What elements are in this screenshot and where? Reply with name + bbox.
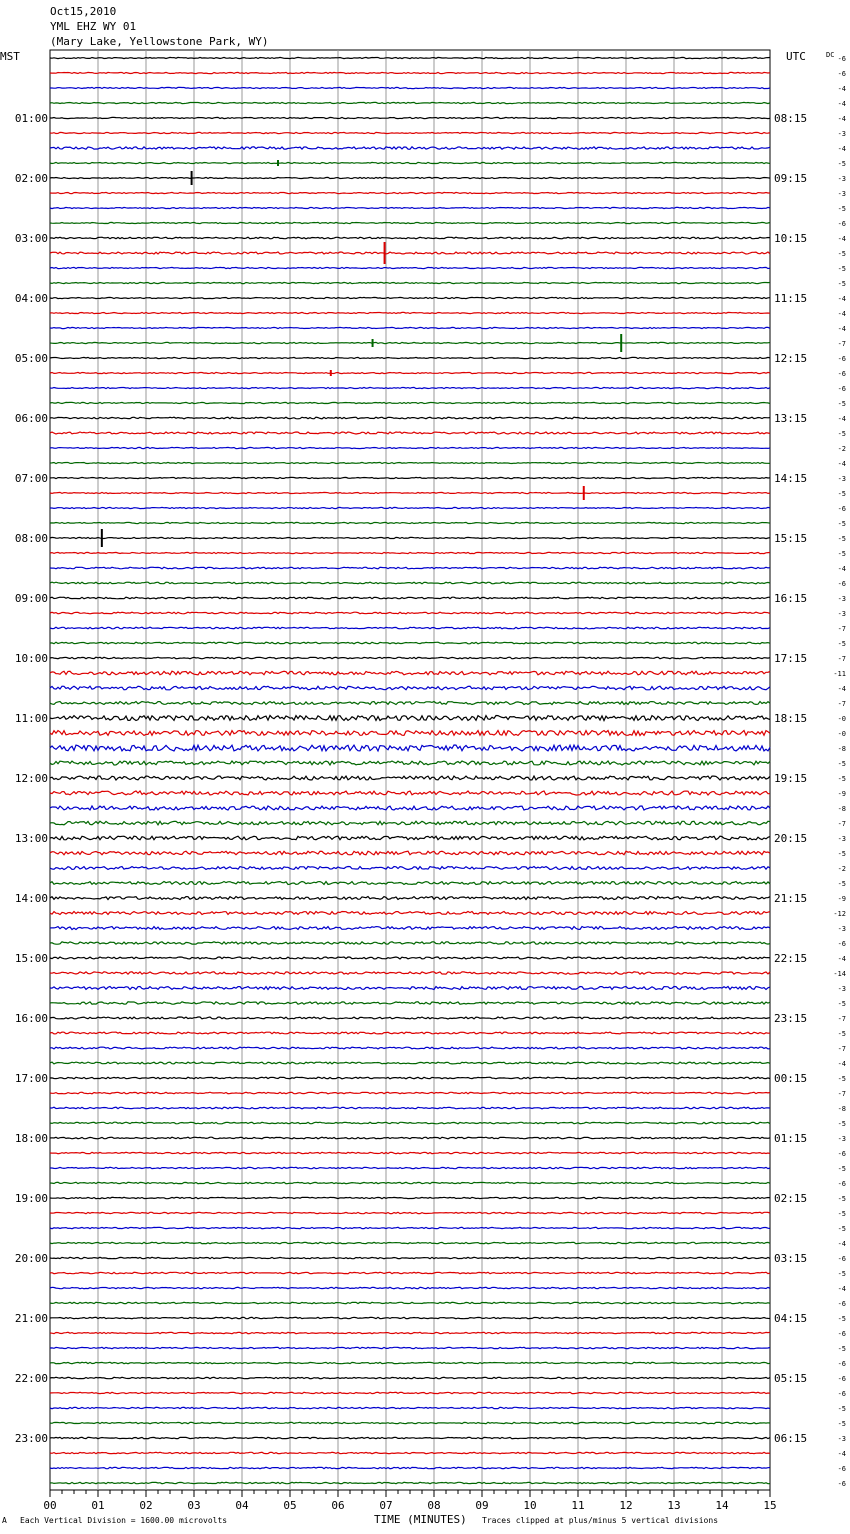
dc-offset-label: -4: [837, 325, 846, 333]
dc-offset-label: -8: [837, 1105, 846, 1113]
record-date: Oct15,2010: [50, 5, 117, 18]
trace-line: [50, 447, 770, 448]
dc-offset-label: -5: [837, 640, 846, 648]
trace-line: [50, 1302, 770, 1303]
trace-line: [50, 1377, 770, 1378]
dc-offset-label: -6: [837, 1360, 846, 1368]
utc-hour-label: 02:15: [774, 1192, 808, 1205]
dc-offset-label: -5: [837, 430, 846, 438]
trace-line: [50, 162, 770, 163]
mst-hour-label: 07:00: [14, 472, 48, 485]
mst-hour-label: 19:00: [14, 1192, 48, 1205]
dc-offset-label: -6: [837, 1255, 846, 1263]
trace-line: [50, 492, 770, 493]
dc-offset-label: -5: [837, 760, 846, 768]
trace-line: [50, 132, 770, 133]
mst-hour-label: 06:00: [14, 412, 48, 425]
x-tick-label: 08: [427, 1499, 441, 1512]
dc-offset-label: -5: [837, 1165, 846, 1173]
trace-line: [50, 851, 770, 855]
trace-line: [50, 462, 770, 463]
dc-offset-label: -3: [837, 610, 846, 618]
utc-hour-label: 18:15: [774, 712, 808, 725]
trace-line: [50, 552, 770, 553]
trace-line: [50, 1152, 770, 1153]
mst-hour-label: 18:00: [14, 1132, 48, 1145]
dc-offset-label: -4: [837, 1285, 846, 1293]
dc-offset-label: -7: [837, 1045, 846, 1053]
trace-line: [50, 237, 770, 239]
trace-line: [50, 402, 770, 403]
dc-offset-label: -5: [837, 1030, 846, 1038]
utc-hour-label: 19:15: [774, 772, 808, 785]
x-tick-label: 00: [43, 1499, 57, 1512]
trace-line: [50, 1017, 770, 1019]
x-tick-label: 13: [667, 1499, 681, 1512]
dc-offset-label: -7: [837, 340, 846, 348]
trace-line: [50, 1362, 770, 1363]
dc-offset-label: -3: [837, 835, 846, 843]
dc-offset-label: -5: [837, 490, 846, 498]
utc-hour-label: 03:15: [774, 1252, 808, 1265]
utc-axis-title: UTC: [786, 50, 806, 63]
dc-offset-label: -3: [837, 475, 846, 483]
dc-offset-label: -6: [837, 1150, 846, 1158]
dc-offset-label: -5: [837, 535, 846, 543]
dc-offset-label: -4: [837, 145, 846, 153]
trace-line: [50, 1092, 770, 1094]
trace-line: [50, 297, 770, 298]
trace-line: [50, 1287, 770, 1288]
dc-offset-label: -5: [837, 1345, 846, 1353]
dc-offset-label: -6: [837, 1465, 846, 1473]
x-axis-label: TIME (MINUTES): [374, 1513, 467, 1526]
trace-line: [50, 252, 770, 254]
dc-offset-label: -6: [837, 580, 846, 588]
dc-offset-label: -2: [837, 865, 846, 873]
utc-hour-label: 21:15: [774, 892, 808, 905]
trace-line: [50, 192, 770, 193]
dc-offset-label: -4: [837, 1450, 846, 1458]
trace-line: [50, 1197, 770, 1198]
trace-line: [50, 1422, 770, 1423]
dc-offset-label: -12: [833, 910, 846, 918]
trace-line: [50, 57, 770, 58]
dc-offset-label: -6: [837, 355, 846, 363]
utc-hour-label: 00:15: [774, 1072, 808, 1085]
dc-offset-label: -4: [837, 565, 846, 573]
trace-line: [50, 1467, 770, 1468]
utc-hour-label: 01:15: [774, 1132, 808, 1145]
trace-line: [50, 1002, 770, 1004]
utc-hour-label: 20:15: [774, 832, 808, 845]
dc-offset-label: -4: [837, 460, 846, 468]
dc-offset-label: -3: [837, 1435, 846, 1443]
utc-hour-label: 16:15: [774, 592, 808, 605]
trace-line: [50, 597, 770, 599]
trace-line: [50, 1227, 770, 1228]
trace-line: [50, 671, 770, 675]
x-tick-label: 04: [235, 1499, 249, 1512]
x-tick-label: 10: [523, 1499, 537, 1512]
x-tick-label: 11: [571, 1499, 585, 1512]
mst-hour-label: 08:00: [14, 532, 48, 545]
dc-offset-label: -4: [837, 85, 846, 93]
mst-hour-label: 04:00: [14, 292, 48, 305]
mst-hour-label: 22:00: [14, 1372, 48, 1385]
trace-line: [50, 102, 770, 103]
dc-offset-label: -5: [837, 1210, 846, 1218]
trace-line: [50, 867, 770, 870]
trace-line: [50, 357, 770, 358]
dc-offset-label: -6: [837, 220, 846, 228]
trace-line: [50, 612, 770, 614]
utc-hour-label: 08:15: [774, 112, 808, 125]
dc-offset-label: -5: [837, 1225, 846, 1233]
trace-line: [50, 987, 770, 990]
trace-line: [50, 417, 770, 419]
clip-note: Traces clipped at plus/minus 5 vertical divisions: [482, 1516, 719, 1525]
dc-offset-label: -5: [837, 1420, 846, 1428]
dc-offset-label: -4: [837, 955, 846, 963]
dc-offset-label: -5: [837, 400, 846, 408]
trace-line: [50, 806, 770, 810]
x-tick-label: 09: [475, 1499, 489, 1512]
dc-offset-label: -4: [837, 415, 846, 423]
trace-line: [50, 1062, 770, 1064]
dc-offset-label: -5: [837, 265, 846, 273]
dc-offset-label: -3: [837, 595, 846, 603]
mst-hour-label: 11:00: [14, 712, 48, 725]
mst-hour-label: 09:00: [14, 592, 48, 605]
trace-line: [50, 1332, 770, 1333]
trace-line: [50, 897, 770, 900]
trace-line: [50, 1212, 770, 1213]
trace-line: [50, 1347, 770, 1348]
plot-frame: [50, 50, 770, 1490]
x-tick-label: 03: [187, 1499, 201, 1512]
dc-offset-label: -4: [837, 685, 846, 693]
dc-offset-label: -4: [837, 1060, 846, 1068]
trace-line: [50, 761, 770, 765]
dc-offset-label: -5: [837, 250, 846, 258]
trace-line: [50, 791, 770, 795]
dc-offset-label: -5: [837, 1315, 846, 1323]
dc-offset-label: -6: [837, 1180, 846, 1188]
dc-offset-label: -4: [837, 235, 846, 243]
trace-line: [50, 222, 770, 223]
trace-line: [50, 731, 770, 736]
x-tick-label: 05: [283, 1499, 297, 1512]
dc-offset-label: -4: [837, 100, 846, 108]
trace-line: [50, 1407, 770, 1408]
mst-hour-label: 05:00: [14, 352, 48, 365]
trace-line: [50, 882, 770, 885]
trace-line: [50, 372, 770, 373]
trace-line: [50, 177, 770, 178]
trace-line: [50, 927, 770, 930]
dc-offset-label: -3: [837, 130, 846, 138]
trace-line: [50, 1182, 770, 1183]
utc-hour-label: 17:15: [774, 652, 808, 665]
dc-label: DC: [826, 51, 835, 59]
mst-hour-label: 21:00: [14, 1312, 48, 1325]
dc-offset-label: -7: [837, 625, 846, 633]
dc-offset-label: -6: [837, 1330, 846, 1338]
mst-hour-label: 12:00: [14, 772, 48, 785]
trace-line: [50, 627, 770, 629]
dc-offset-label: -6: [837, 385, 846, 393]
dc-offset-label: -4: [837, 310, 846, 318]
dc-offset-label: -5: [837, 1000, 846, 1008]
mst-axis-title: MST: [0, 50, 20, 63]
dc-offset-label: -5: [837, 280, 846, 288]
dc-offset-label: -7: [837, 655, 846, 663]
mst-hour-label: 13:00: [14, 832, 48, 845]
dc-offset-label: -8: [837, 805, 846, 813]
trace-line: [50, 87, 770, 88]
trace-line: [50, 912, 770, 915]
trace-line: [50, 1272, 770, 1273]
dc-offset-label: -6: [837, 505, 846, 513]
dc-offset-label: -4: [837, 1240, 846, 1248]
trace-line: [50, 716, 770, 721]
corner-mark: A: [2, 1516, 7, 1525]
utc-hour-label: 22:15: [774, 952, 808, 965]
dc-offset-label: -7: [837, 700, 846, 708]
utc-hour-label: 23:15: [774, 1012, 808, 1025]
dc-offset-label: -7: [837, 1090, 846, 1098]
mst-hour-label: 02:00: [14, 172, 48, 185]
trace-line: [50, 776, 770, 780]
trace-line: [50, 72, 770, 73]
trace-line: [50, 282, 770, 283]
utc-hour-label: 11:15: [774, 292, 808, 305]
x-tick-label: 01: [91, 1499, 105, 1512]
trace-line: [50, 745, 770, 751]
utc-hour-label: 13:15: [774, 412, 808, 425]
trace-line: [50, 686, 770, 690]
dc-offset-label: -2: [837, 445, 846, 453]
dc-offset-label: -5: [837, 1270, 846, 1278]
mst-hour-label: 03:00: [14, 232, 48, 245]
dc-offset-label: -9: [837, 790, 846, 798]
trace-line: [50, 821, 770, 825]
x-tick-label: 14: [715, 1499, 729, 1512]
trace-line: [50, 1452, 770, 1453]
dc-offset-label: -5: [837, 1195, 846, 1203]
dc-offset-label: -0: [837, 715, 846, 723]
dc-offset-label: -4: [837, 295, 846, 303]
trace-line: [50, 957, 770, 959]
trace-line: [50, 972, 770, 974]
trace-line: [50, 1317, 770, 1318]
dc-offset-label: -5: [837, 160, 846, 168]
dc-offset-label: -5: [837, 520, 846, 528]
trace-line: [50, 207, 770, 208]
trace-line: [50, 387, 770, 388]
dc-offset-label: -8: [837, 745, 846, 753]
trace-line: [50, 432, 770, 434]
trace-line: [50, 942, 770, 944]
dc-offset-label: -7: [837, 1015, 846, 1023]
mst-hour-label: 10:00: [14, 652, 48, 665]
dc-offset-label: -3: [837, 985, 846, 993]
trace-line: [50, 1242, 770, 1243]
dc-offset-label: -5: [837, 550, 846, 558]
dc-offset-label: -6: [837, 70, 846, 78]
x-tick-label: 07: [379, 1499, 393, 1512]
mst-hour-label: 01:00: [14, 112, 48, 125]
dc-offset-label: -6: [837, 1300, 846, 1308]
utc-hour-label: 14:15: [774, 472, 808, 485]
trace-line: [50, 567, 770, 569]
mst-hour-label: 17:00: [14, 1072, 48, 1085]
dc-offset-label: -14: [833, 970, 846, 978]
trace-line: [50, 507, 770, 508]
trace-line: [50, 342, 770, 343]
dc-offset-label: -11: [833, 670, 846, 678]
trace-line: [50, 582, 770, 584]
dc-offset-label: -3: [837, 1135, 846, 1143]
dc-offset-label: -3: [837, 190, 846, 198]
dc-offset-label: -5: [837, 1405, 846, 1413]
station-location: (Mary Lake, Yellowstone Park, WY): [50, 35, 269, 48]
x-tick-label: 02: [139, 1499, 153, 1512]
trace-line: [50, 267, 770, 268]
trace-line: [50, 327, 770, 328]
trace-line: [50, 1167, 770, 1168]
dc-offset-label: -6: [837, 55, 846, 63]
trace-line: [50, 1257, 770, 1258]
dc-offset-label: -6: [837, 940, 846, 948]
dc-offset-label: -6: [837, 1390, 846, 1398]
utc-hour-label: 05:15: [774, 1372, 808, 1385]
dc-offset-label: -5: [837, 1075, 846, 1083]
trace-line: [50, 1047, 770, 1049]
utc-hour-label: 15:15: [774, 532, 808, 545]
dc-offset-label: -6: [837, 370, 846, 378]
mst-hour-label: 15:00: [14, 952, 48, 965]
trace-line: [50, 1122, 770, 1124]
x-tick-label: 06: [331, 1499, 345, 1512]
trace-line: [50, 522, 770, 523]
dc-offset-label: -0: [837, 730, 846, 738]
trace-line: [50, 702, 770, 705]
dc-offset-label: -3: [837, 175, 846, 183]
dc-offset-label: -7: [837, 820, 846, 828]
dc-offset-label: -5: [837, 850, 846, 858]
utc-hour-label: 04:15: [774, 1312, 808, 1325]
mst-hour-label: 14:00: [14, 892, 48, 905]
dc-offset-label: -5: [837, 205, 846, 213]
utc-hour-label: 09:15: [774, 172, 808, 185]
dc-offset-label: -6: [837, 1375, 846, 1383]
dc-offset-label: -5: [837, 1120, 846, 1128]
dc-offset-label: -6: [837, 1480, 846, 1488]
dc-offset-label: -5: [837, 775, 846, 783]
trace-line: [50, 147, 770, 149]
station-code: YML EHZ WY 01: [50, 20, 137, 33]
trace-line: [50, 1137, 770, 1139]
x-tick-label: 15: [763, 1499, 777, 1512]
trace-line: [50, 1077, 770, 1079]
trace-line: [50, 1482, 770, 1483]
dc-offset-label: -4: [837, 115, 846, 123]
utc-hour-label: 06:15: [774, 1432, 808, 1445]
trace-line: [50, 1107, 770, 1109]
trace-line: [50, 312, 770, 313]
trace-line: [50, 537, 770, 538]
utc-hour-label: 10:15: [774, 232, 808, 245]
dc-offset-label: -5: [837, 880, 846, 888]
dc-offset-label: -3: [837, 925, 846, 933]
x-tick-label: 12: [619, 1499, 633, 1512]
trace-line: [50, 117, 770, 118]
mst-hour-label: 16:00: [14, 1012, 48, 1025]
mst-hour-label: 23:00: [14, 1432, 48, 1445]
trace-line: [50, 1392, 770, 1393]
dc-offset-label: -9: [837, 895, 846, 903]
trace-line: [50, 1032, 770, 1034]
trace-line: [50, 477, 770, 478]
trace-line: [50, 1437, 770, 1438]
trace-line: [50, 657, 770, 659]
mst-hour-label: 20:00: [14, 1252, 48, 1265]
trace-line: [50, 642, 770, 644]
trace-line: [50, 836, 770, 840]
utc-hour-label: 12:15: [774, 352, 808, 365]
scale-note: Each Vertical Division = 1600.00 microvolts: [20, 1516, 228, 1525]
